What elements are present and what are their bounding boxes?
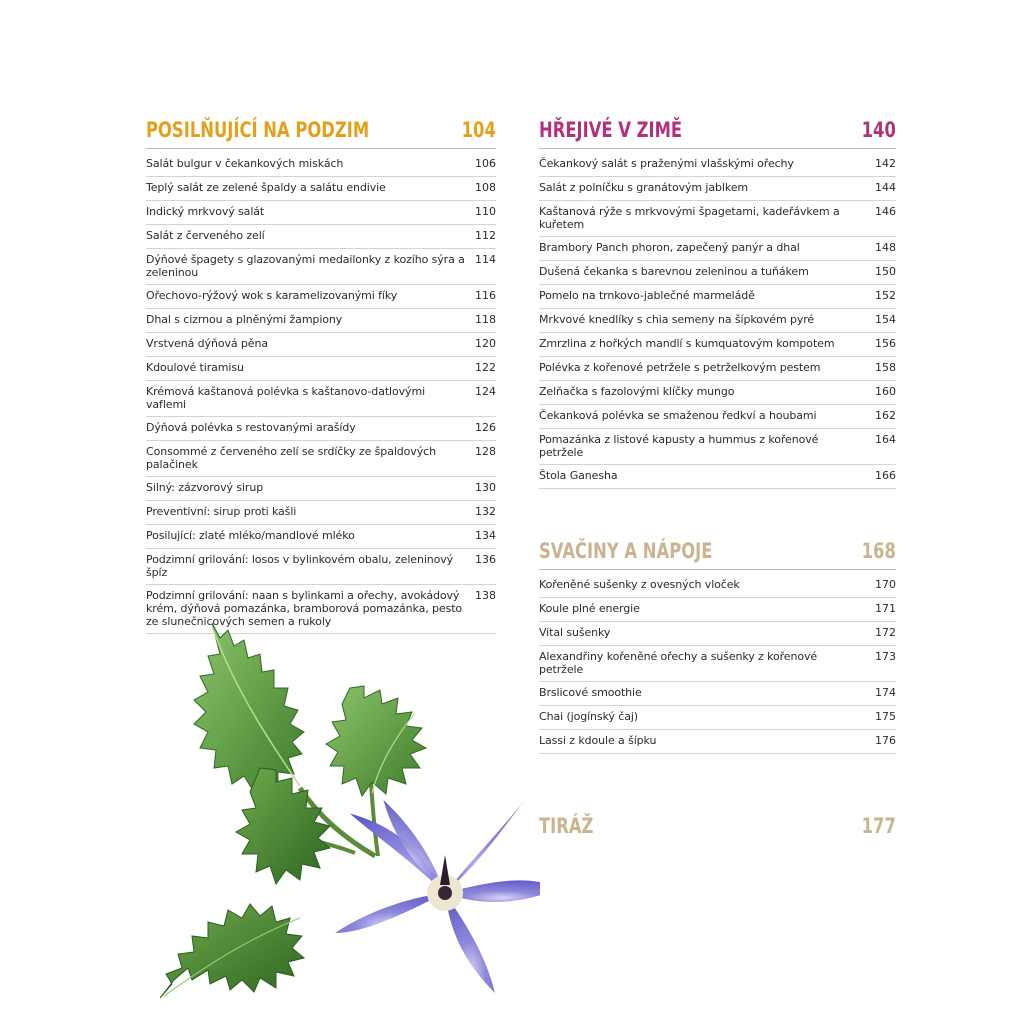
section-title-tiraz: TIRÁŽ xyxy=(539,814,594,838)
toc-entry-page: 176 xyxy=(875,734,896,747)
toc-entry-page: 108 xyxy=(475,181,496,194)
toc-entry-title: Lassi z kdoule a šípku xyxy=(539,734,657,747)
toc-entry xyxy=(539,237,896,261)
toc-entry xyxy=(146,285,496,309)
toc-entry-title: Teplý salát ze zelené špaldy a salátu endivie xyxy=(146,181,386,194)
toc-entry xyxy=(146,381,496,417)
toc-entry-title: Salát bulgur v čekankových miskách xyxy=(146,157,344,170)
toc-entry xyxy=(539,381,896,405)
toc-entry-page: 134 xyxy=(475,529,496,542)
toc-entry-page: 150 xyxy=(875,265,896,278)
section-winter xyxy=(539,118,896,489)
toc-entry xyxy=(539,706,896,730)
toc-entry xyxy=(539,622,896,646)
toc-entry-title: Pomazánka z listové kapusty a hummus z kořenové petržele xyxy=(539,433,819,459)
toc-entry-title: Koule plné energie xyxy=(539,602,640,615)
toc-entry xyxy=(539,177,896,201)
toc-entry-title: Vital sušenky xyxy=(539,626,611,639)
section-page-tiraz: 177 xyxy=(861,814,896,838)
toc-entry-page: 170 xyxy=(875,578,896,591)
toc-entry xyxy=(539,429,896,465)
toc-entry-page: 172 xyxy=(875,626,896,639)
toc-entry-title: Brambory Panch phoron, zapečený panýr a dhal xyxy=(539,241,800,254)
toc-entry-page: 136 xyxy=(475,553,496,566)
toc-entry-page: 160 xyxy=(875,385,896,398)
toc-entry-page: 152 xyxy=(875,289,896,302)
toc-entry xyxy=(146,549,496,585)
toc-entry-title: Dýňová polévka s restovanými arašídy xyxy=(146,421,356,434)
toc-entry-title: Krémová kaštanová polévka s kaštanovo-datlovými vaflemi xyxy=(146,385,426,411)
toc-entry-page: 106 xyxy=(475,157,496,170)
toc-entry xyxy=(146,249,496,285)
toc-entry-title: Ořechovo-rýžový wok s karamelizovanými fíky xyxy=(146,289,398,302)
section-page-winter: 140 xyxy=(861,118,896,142)
toc-entry-title: Čekankový salát s praženými vlašskými ořechy xyxy=(539,157,794,170)
toc-entry-title: Kořeněné sušenky z ovesných vloček xyxy=(539,578,740,591)
toc-entry xyxy=(146,477,496,501)
entries-winter xyxy=(539,153,896,489)
section-header-autumn xyxy=(146,118,496,149)
toc-entry-page: 162 xyxy=(875,409,896,422)
toc-entry-title: Čekanková polévka se smaženou ředkví a houbami xyxy=(539,409,817,422)
section-header-winter xyxy=(539,118,896,149)
toc-entry-title: Salát z polníčku s granátovým jablkem xyxy=(539,181,749,194)
toc-entry-title: Alexandřiny kořeněné ořechy a sušenky z kořenové petržele xyxy=(539,650,818,676)
toc-entry xyxy=(539,357,896,381)
toc-entry xyxy=(146,153,496,177)
toc-entry xyxy=(539,285,896,309)
toc-entry xyxy=(539,261,896,285)
section-header-snacks xyxy=(539,539,896,570)
toc-entry xyxy=(539,646,896,682)
toc-entry-page: 148 xyxy=(875,241,896,254)
toc-entry-page: 110 xyxy=(475,205,496,218)
toc-entry-page: 173 xyxy=(875,650,896,663)
toc-entry-page: 174 xyxy=(875,686,896,699)
toc-entry-page: 116 xyxy=(475,289,496,302)
section-title-autumn: POSILŇUJÍCÍ NA PODZIM xyxy=(146,118,370,142)
toc-entry xyxy=(146,309,496,333)
toc-entry-page: 166 xyxy=(875,469,896,482)
toc-entry-title: Kaštanová rýže s mrkvovými špagetami, kadeřávkem a kuřetem xyxy=(539,205,840,231)
toc-entry-page: 146 xyxy=(875,205,896,218)
toc-entry-title: Pomelo na trnkovo-jablečné marmeládě xyxy=(539,289,755,302)
toc-entry xyxy=(539,730,896,754)
entries-autumn xyxy=(146,153,496,634)
toc-entry-page: 120 xyxy=(475,337,496,350)
toc-entry-title: Consommé z červeného zelí se srdíčky ze špaldových palačinek xyxy=(146,445,436,471)
toc-entry-title: Podzimní grilování: losos v bylinkovém obalu, zeleninový špíz xyxy=(146,553,454,579)
toc-entry xyxy=(146,177,496,201)
toc-right-column xyxy=(539,118,896,848)
toc-entry-page: 164 xyxy=(875,433,896,446)
toc-entry-page: 130 xyxy=(475,481,496,494)
borage-flower xyxy=(335,785,540,993)
toc-entry xyxy=(539,201,896,237)
toc-entry xyxy=(146,357,496,381)
toc-entry xyxy=(539,598,896,622)
toc-entry-title: Chai (jogínský čaj) xyxy=(539,710,638,723)
toc-entry-title: Dýňové špagety s glazovanými medailonky z kozího sýra a zeleninou xyxy=(146,253,465,279)
section-snacks xyxy=(539,539,896,754)
toc-entry-title: Podzimní grilování: naan s bylinkami a ořechy, avokádový krém, dýňová pomazánka, bramborová pomazánka, pesto ze slunečnicových semen a rukoly xyxy=(146,589,463,628)
toc-entry-page: 138 xyxy=(475,589,496,602)
toc-entry-title: Zelňačka s fazolovými klíčky mungo xyxy=(539,385,735,398)
toc-entry xyxy=(146,525,496,549)
toc-entry-title: Dhal s cizrnou a plněnými žampiony xyxy=(146,313,343,326)
toc-entry-page: 132 xyxy=(475,505,496,518)
toc-entry-page: 124 xyxy=(475,385,496,398)
toc-entry-title: Silný: zázvorový sirup xyxy=(146,481,264,494)
toc-entry-title: Preventivní: sirup proti kašli xyxy=(146,505,297,518)
toc-entry-title: Posilující: zlaté mléko/mandlové mléko xyxy=(146,529,355,542)
toc-entry xyxy=(539,465,896,489)
toc-entry-title: Mrkvové knedlíky s chia semeny na šípkovém pyré xyxy=(539,313,815,326)
toc-entry-title: Zmrzlina z hořkých mandlí s kumquatovým kompotem xyxy=(539,337,835,350)
toc-entry xyxy=(539,405,896,429)
toc-entry-title: Štola Ganesha xyxy=(539,469,618,482)
section-tiraz xyxy=(539,814,896,844)
section-page-snacks: 168 xyxy=(861,539,896,563)
toc-entry-page: 171 xyxy=(875,602,896,615)
entries-snacks xyxy=(539,574,896,754)
toc-entry xyxy=(146,441,496,477)
toc-entry xyxy=(539,309,896,333)
section-title-winter: HŘEJIVÉ V ZIMĚ xyxy=(539,118,683,142)
toc-entry xyxy=(539,153,896,177)
toc-entry xyxy=(146,201,496,225)
toc-entry-page: 142 xyxy=(875,157,896,170)
section-header-tiraz xyxy=(539,814,896,844)
toc-entry xyxy=(539,682,896,706)
toc-entry-page: 118 xyxy=(475,313,496,326)
toc-entry-page: 144 xyxy=(875,181,896,194)
toc-entry-title: Salát z červeného zelí xyxy=(146,229,265,242)
toc-entry xyxy=(146,501,496,525)
toc-entry-page: 156 xyxy=(875,337,896,350)
toc-entry-page: 114 xyxy=(475,253,496,266)
toc-entry-title: Polévka z kořenové petržele s petrželkovým pestem xyxy=(539,361,821,374)
toc-entry-page: 154 xyxy=(875,313,896,326)
toc-entry-title: Vrstvená dýňová pěna xyxy=(146,337,268,350)
toc-entry-page: 175 xyxy=(875,710,896,723)
toc-entry-page: 122 xyxy=(475,361,496,374)
toc-entry xyxy=(146,333,496,357)
toc-left-column xyxy=(146,118,496,634)
toc-entry-page: 158 xyxy=(875,361,896,374)
toc-entry xyxy=(146,417,496,441)
toc-entry-title: Indický mrkvový salát xyxy=(146,205,265,218)
section-page-autumn: 104 xyxy=(461,118,496,142)
nettle-borage-illustration xyxy=(150,618,540,1013)
toc-entry xyxy=(539,333,896,357)
section-autumn xyxy=(146,118,496,634)
toc-entry xyxy=(539,574,896,598)
toc-entry-page: 126 xyxy=(475,421,496,434)
toc-entry-title: Dušená čekanka s barevnou zeleninou a tuňákem xyxy=(539,265,809,278)
toc-entry-page: 112 xyxy=(475,229,496,242)
toc-entry xyxy=(146,225,496,249)
section-title-snacks: SVAČINY A NÁPOJE xyxy=(539,539,713,563)
toc-entry-title: Brslicové smoothie xyxy=(539,686,642,699)
toc-entry-title: Kdoulové tiramisu xyxy=(146,361,244,374)
toc-entry-page: 128 xyxy=(475,445,496,458)
